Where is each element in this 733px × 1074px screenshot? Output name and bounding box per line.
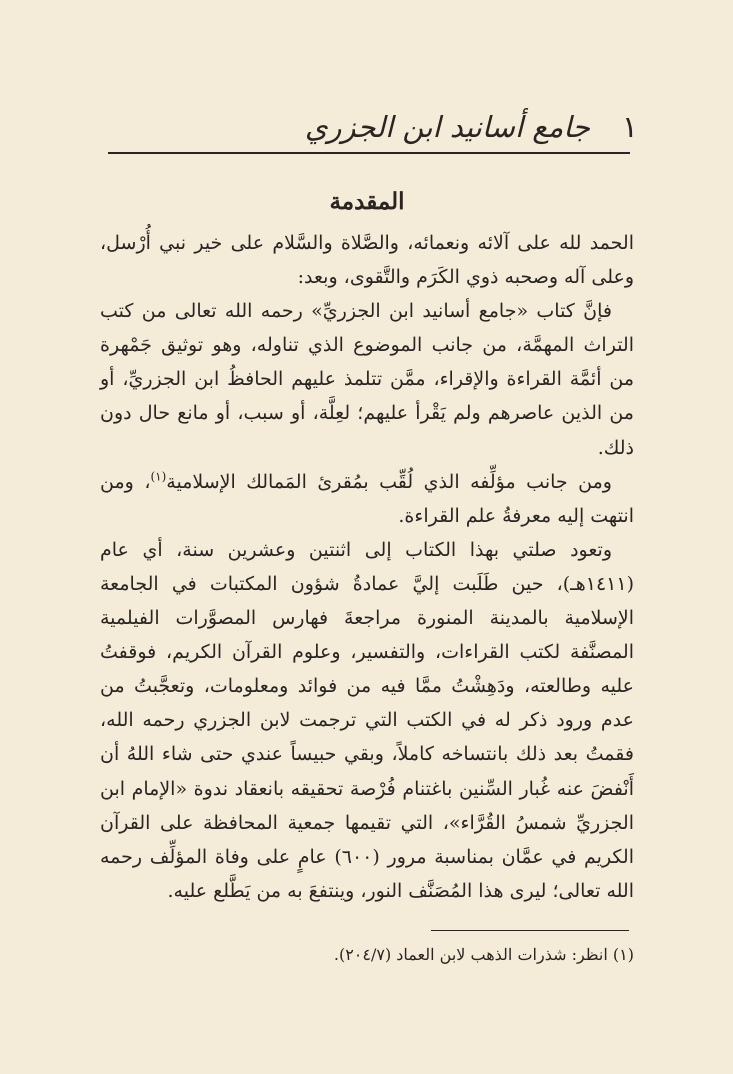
running-head-title: جامع أسانيد ابن الجزري [304, 110, 590, 144]
header-rule [108, 152, 630, 154]
paragraph-4: وتعود صلتي بهذا الكتاب إلى اثنتين وعشرين سنة، أي عام (١٤١١هـ)، حين طَلَبت إليَّ عمادةُ شؤون المكتبات في الجامعة الإسلامية بالمدينة المنورة مراجعةَ فهارس المصوَّرات الفيلمية المصنَّفة لكتب القراءات، والتفسير، وعلوم القرآن الكريم، فوقفتُ عليه وطالعته، ودَهِشْتُ ممَّا فيه من فوائد ومعلومات، وتعجَّبتُ من عدم ورود ذكر له في الكتب التي ترجمت لابن الجزري رحمه الله، فقمتُ بعد ذلك بانتساخه كاملاً، وبقي حبيساً عندي حتى شاء اللهُ أن أَنْفضَ عنه غُبار السِّنين باغتنام فُرْصة تحقيقه بانعقاد ندوة «الإمام ابن الجزريِّ شمسُ القُرَّاء»، التي تقيمها جمعية المحافظة على القرآن الكريم في عمَّان بمناسبة مرور (٦٠٠) عامٍ على وفاة المؤلِّف رحمه الله تعالى؛ ليرى هذا المُصَنَّف النور، وينتفعَ به من يَطَّلع عليه. [100, 538, 634, 902]
footnote-rule [431, 930, 629, 931]
paragraph-3 [100, 465, 634, 533]
paragraph-3-text: ومن جانب مؤلِّفه الذي لُقِّب بمُقرئ المَمالك الإسلامية [166, 470, 612, 493]
page-number: ١ [621, 110, 638, 145]
footnote-reference: (١) [150, 469, 167, 484]
footnote: (١) انظر: شذرات الذهب لابن العماد (٢٠٤/٧). [333, 945, 634, 964]
paragraph-1: الحمد لله على آلائه ونعمائه، والصَّلاة والسَّلام على خير نبي أُرْسل، وعلى آله وصحبه ذوي الكَرَم والتَّقوى، وبعد: [100, 232, 634, 289]
running-head [108, 104, 638, 152]
paragraph-2: فإنَّ كتاب «جامع أسانيد ابن الجزريِّ» رحمه الله تعالى من كتب التراث المهمَّة، من جانب الموضوع الذي تناوله، وهو توثيق جَمْهرة من أئمَّة القراءة والإقراء، ممَّن تتلمذ عليهم الحافظُ ابن الجزريِّ، أو من الذين عاصرهم ولم يَقْرأ عليهم؛ لعِلَّة، أو سبب، أو مانع حال دون ذلك. [100, 300, 634, 459]
body-text [100, 182, 634, 908]
paragraph-3-tail: ، ومن انتهت إليه معرفةُ علم القراءة. [100, 470, 634, 527]
section-heading: المقدمة [329, 188, 405, 215]
